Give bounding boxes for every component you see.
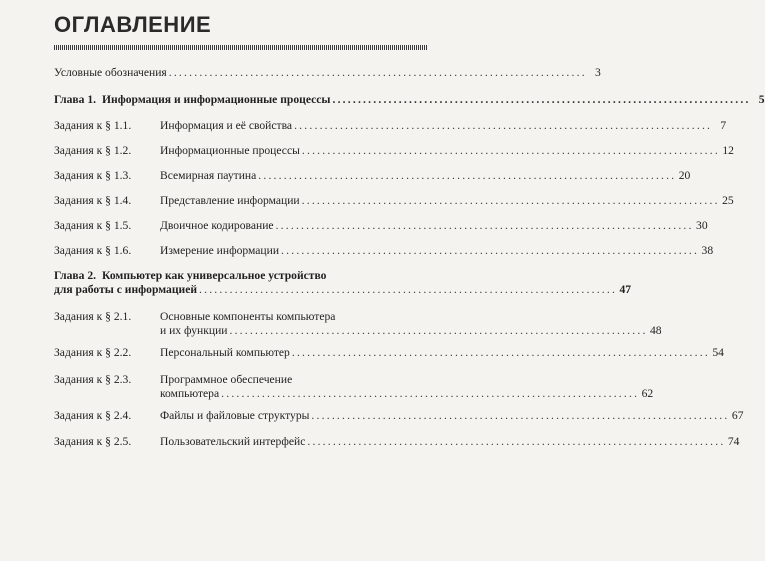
toc-page-number: 48	[649, 324, 662, 337]
toc-entry-title-continued: компьютера	[160, 387, 220, 400]
leader-dots: ..................................................................................	[332, 93, 751, 106]
leader-dots: ..................................................................................	[199, 283, 618, 296]
toc-entry-1-6[interactable]	[54, 244, 714, 258]
section-number: Задания к § 2.4.	[54, 409, 132, 422]
toc-entry-title: Компьютер как универсальное устройство	[102, 269, 327, 282]
toc-page-number: 25	[722, 194, 734, 207]
section-number: Задания к § 1.6.	[54, 244, 132, 257]
toc-entry-2-5[interactable]	[54, 435, 740, 449]
toc-page-number: 74	[727, 435, 740, 448]
section-number: Задания к § 2.5.	[54, 435, 132, 448]
page-title: ОГЛАВЛЕНИЕ	[54, 12, 212, 37]
toc-entry-1-5[interactable]	[54, 219, 708, 233]
chapter-number: Глава 2.	[54, 269, 97, 282]
section-number: Задания к § 1.1.	[54, 119, 132, 132]
toc-page-number: 38	[701, 244, 714, 257]
toc-entry-1-3[interactable]	[54, 169, 691, 183]
toc-entry-1-2[interactable]	[54, 144, 734, 158]
toc-entry-title: Условные обозначения	[54, 66, 167, 79]
toc-entry-title: Всемирная паутина	[160, 169, 257, 182]
toc-entry-2-2[interactable]	[54, 346, 724, 360]
toc-page-number: 62	[641, 387, 654, 400]
toc-entry-1-4[interactable]	[54, 194, 734, 208]
section-number: Задания к § 2.1.	[54, 310, 132, 323]
toc-entry-title: Информация и информационные процессы	[102, 93, 331, 106]
chapter-number: Глава 1.	[54, 93, 97, 106]
toc-entry-title-continued: и их функции	[160, 324, 228, 337]
toc-entry-title: Пользовательский интерфейс	[160, 435, 306, 448]
toc-entry-chapter-1[interactable]	[54, 93, 765, 107]
toc-entry-title-continued: для работы с информацией	[54, 283, 198, 296]
toc-page-number: 67	[731, 409, 744, 422]
toc-entry-title: Файлы и файловые структуры	[160, 409, 310, 422]
toc-entry-title: Основные компоненты компьютера	[160, 310, 336, 323]
toc-entry-title: Информационные процессы	[160, 144, 300, 157]
section-number: Задания к § 1.4.	[54, 194, 132, 207]
toc-entry-chapter-2[interactable]	[54, 269, 632, 297]
leader-dots: ..................................................................................	[301, 194, 720, 207]
section-number: Задания к § 1.3.	[54, 169, 132, 182]
leader-dots: ..................................................................................	[221, 387, 640, 400]
leader-dots: ..................................................................................	[294, 119, 713, 132]
toc-page-number: 12	[722, 144, 734, 157]
toc-entry-2-3[interactable]	[54, 373, 654, 401]
toc-entry-2-1[interactable]	[54, 310, 662, 338]
section-number: Задания к § 2.3.	[54, 373, 132, 386]
leader-dots: ..................................................................................	[258, 169, 677, 182]
toc-entry-title: Персональный компьютер	[160, 346, 290, 359]
toc-entry-title: Измерение информации	[160, 244, 280, 257]
leader-dots: ..................................................................................	[291, 346, 710, 359]
leader-dots: ..................................................................................	[168, 66, 587, 79]
toc-page-number: 20	[678, 169, 691, 182]
toc-page-number: 3	[595, 66, 601, 79]
leader-dots: ..................................................................................	[301, 144, 720, 157]
leader-dots: ..................................................................................	[229, 324, 648, 337]
toc-page-number: 30	[696, 219, 708, 232]
leader-dots: ..................................................................................	[311, 409, 730, 422]
section-number: Задания к § 2.2.	[54, 346, 132, 359]
toc-page-number: 54	[712, 346, 724, 359]
toc-entry-title: Представление информации	[160, 194, 300, 207]
toc-entry-title: Информация и её свойства	[160, 119, 293, 132]
toc-entry-1-1[interactable]	[54, 119, 727, 133]
leader-dots: ..................................................................................	[281, 244, 700, 257]
toc-entry-2-4[interactable]	[54, 409, 744, 423]
toc-entry-title: Двоичное кодирование	[160, 219, 274, 232]
toc-page-number: 47	[619, 283, 632, 296]
toc-entry-legend[interactable]	[54, 66, 601, 80]
section-number: Задания к § 1.5.	[54, 219, 132, 232]
title-divider	[54, 45, 428, 50]
leader-dots: ..................................................................................	[275, 219, 694, 232]
section-number: Задания к § 1.2.	[54, 144, 132, 157]
leader-dots: ..................................................................................	[307, 435, 726, 448]
toc-page-number: 7	[720, 119, 727, 132]
toc-page-number: 5	[758, 93, 765, 106]
toc-entry-title: Программное обеспечение	[160, 373, 293, 386]
